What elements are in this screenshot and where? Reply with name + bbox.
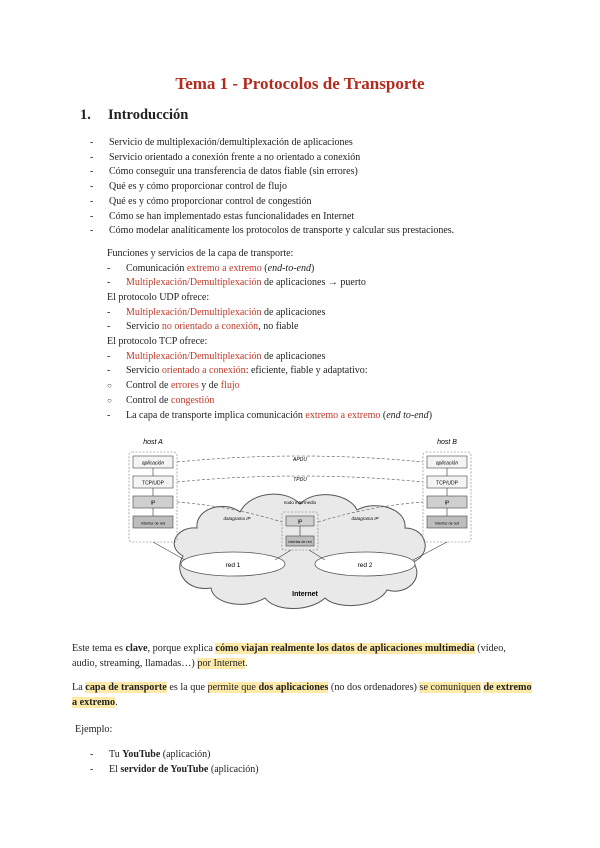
udp-list: [107, 306, 527, 335]
svg-text:aplicación: aplicación: [435, 460, 459, 467]
list-item: - Multiplexación/Demultiplexación de aplicaciones: [107, 350, 326, 362]
svg-text:IP: IP: [297, 519, 303, 526]
dgram-label-left: datagrama IP: [223, 516, 251, 521]
list-item: - Multiplexación/Demultiplexación de aplicaciones: [107, 306, 326, 318]
list-item: - Qué es y cómo proporcionar control de flujo: [90, 181, 288, 193]
list-item: - Servicio de multiplexación/demultiplexación de aplicaciones: [90, 137, 353, 148]
svg-text:IP: IP: [150, 500, 156, 507]
functions-list: [107, 262, 527, 291]
svg-text:TCP/UDP: TCP/UDP: [436, 480, 458, 487]
tcp-list: [107, 350, 527, 379]
section-number: 1.: [80, 107, 91, 123]
list-item: - Servicio orientado a conexión frente a no orientado a conexión: [90, 151, 361, 163]
tpdu-label: TPDU: [293, 477, 307, 483]
svg-text:Interfaz de red: Interfaz de red: [140, 521, 166, 526]
list-item: - La capa de transporte implica comunicación extremo a extremo (end to-end): [107, 409, 433, 421]
udp-heading: El protocolo UDP ofrece:: [107, 292, 210, 303]
host-a-label: host A: [143, 439, 163, 446]
paragraph-1: Este tema es clave, porque explica cómo viajan realmente los datos de aplicaciones multimedia (vídeo, audio, streaming, llamadas…) por Internet.: [72, 643, 506, 669]
svg-text:Interfaz de red: Interfaz de red: [288, 540, 312, 544]
list-item: ○ Control de congestión: [107, 394, 215, 406]
section-heading: [80, 107, 188, 124]
svg-text:nodo intermedio: nodo intermedio: [283, 500, 317, 505]
host-a-stack: [129, 452, 177, 542]
list-item: - Cómo modelar analíticamente los protocolos de transporte y calcular sus prestaciones.: [90, 225, 455, 237]
list-item: ○ Control de errores y de flujo: [107, 380, 240, 392]
tcp-list-2: [107, 409, 527, 424]
page-title: Tema 1 - Protocolos de Transporte: [175, 74, 425, 93]
functions-heading: Funciones y servicios de la capa de transporte:: [107, 248, 294, 259]
transport-layer-diagram: [125, 436, 475, 612]
svg-text:TCP/UDP: TCP/UDP: [142, 480, 164, 487]
section-title: Introducción: [108, 107, 189, 123]
list-item: - Comunicación extremo a extremo (end-to-end): [107, 262, 315, 274]
svg-text:aplicación: aplicación: [141, 460, 165, 467]
list-item: - Qué es y cómo proporcionar control de congestión: [90, 195, 312, 207]
intro-list: [90, 136, 530, 239]
paragraph-2: La capa de transporte es la que permite que dos aplicaciones (no dos ordenadores) se comuniquen de extremo a extremo.: [72, 682, 532, 708]
net2-label: red 2: [357, 562, 373, 569]
udp-block: [107, 291, 527, 335]
apdu-label: APDU: [293, 457, 307, 463]
functions-block: [107, 247, 527, 291]
example-label: Ejemplo:: [75, 724, 113, 735]
list-item: - Cómo se han implementado estas funcionalidades en Internet: [90, 210, 355, 222]
list-item: - Multiplexación/Demultiplexación de aplicaciones → puerto: [107, 277, 366, 289]
host-b-stack: [423, 452, 471, 542]
tcp-sublist: [107, 379, 527, 408]
examples-list: [90, 748, 259, 777]
tcp-heading: El protocolo TCP ofrece:: [107, 336, 208, 347]
list-item: - Tu YouTube (aplicación): [90, 749, 211, 760]
svg-text:Interfaz de red: Interfaz de red: [434, 521, 460, 526]
svg-text:IP: IP: [444, 500, 450, 507]
list-item: - Servicio no orientado a conexión, no fiable: [107, 321, 299, 333]
net1-label: red 1: [225, 562, 241, 569]
host-b-label: host B: [437, 439, 457, 446]
list-item: - Servicio orientado a conexión: eficiente, fiable y adaptativo:: [107, 365, 368, 377]
dgram-label-right: datagrama IP: [351, 516, 379, 521]
internet-label: Internet: [292, 591, 318, 598]
list-item: - Cómo conseguir una transferencia de datos fiable (sin errores): [90, 166, 358, 178]
list-item: - El servidor de YouTube (aplicación): [90, 763, 259, 775]
tcp-block: [107, 335, 527, 423]
